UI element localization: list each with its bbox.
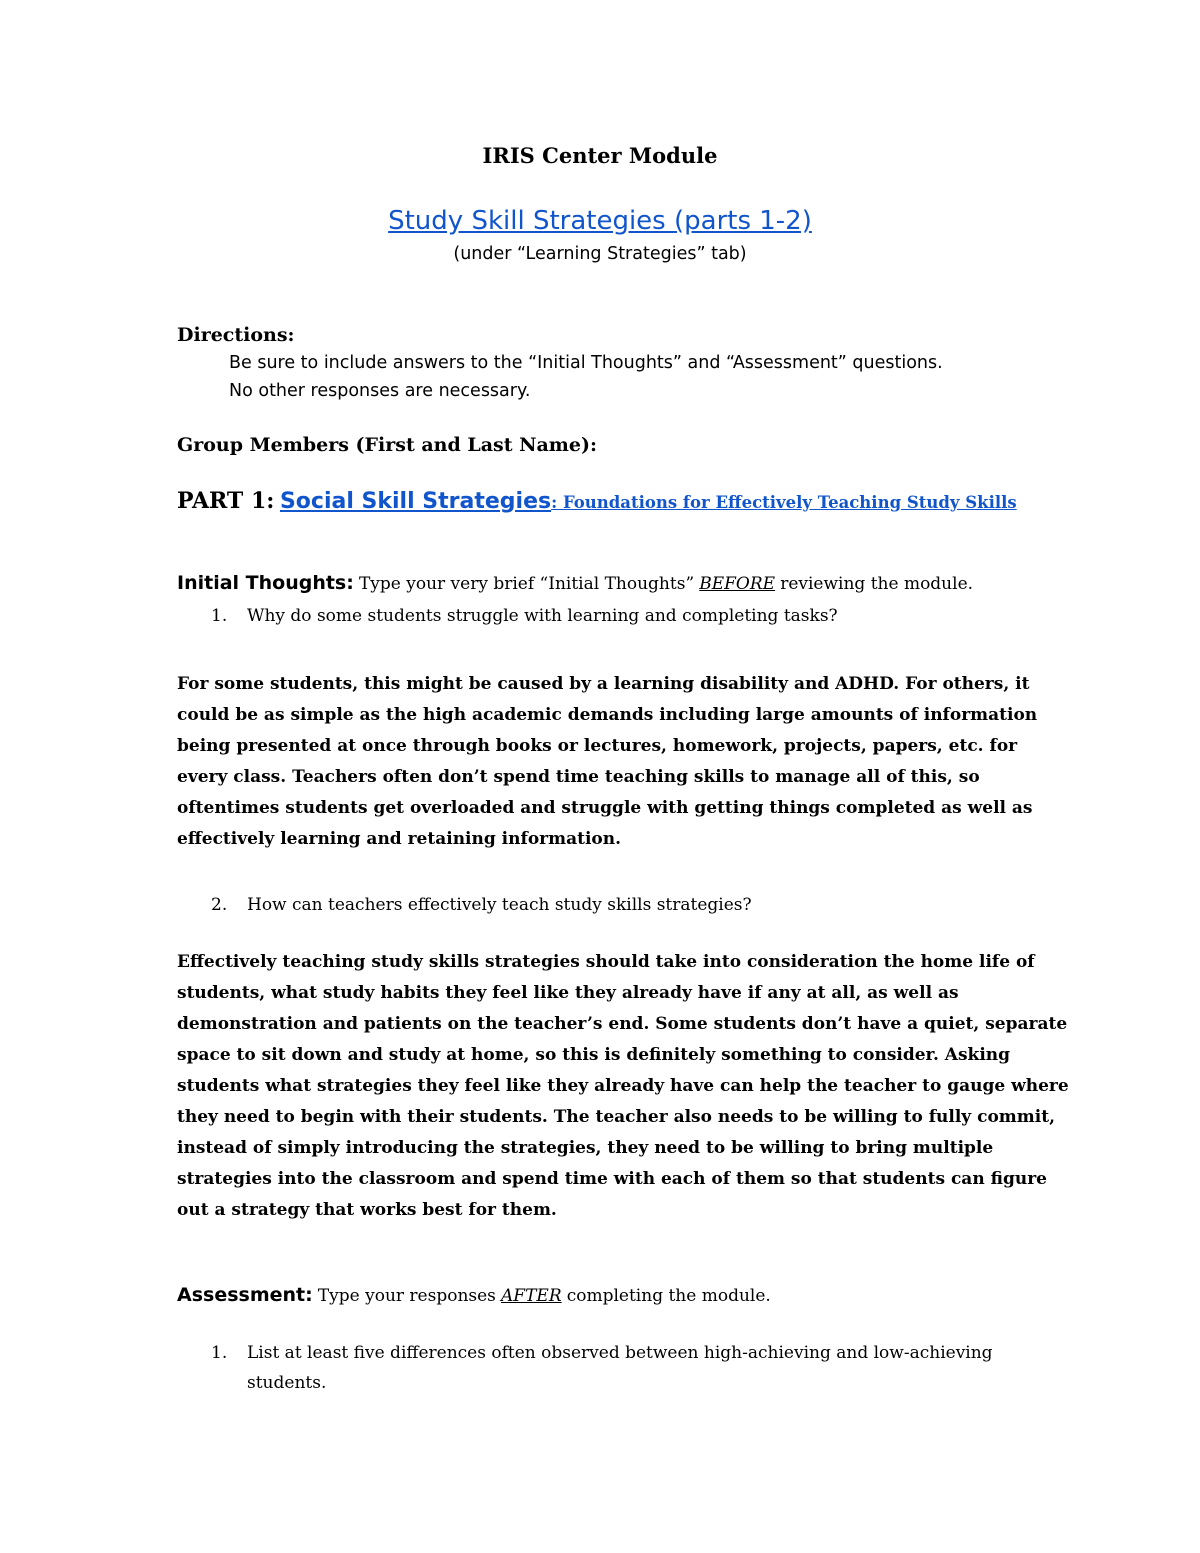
- question-text: How can teachers effectively teach study skills strategies?: [247, 895, 752, 915]
- answer-line: every class. Teachers often don’t spend time teaching skills to manage all of this, so: [177, 767, 980, 787]
- initial-thoughts-instr-emph: BEFORE: [699, 574, 776, 594]
- answer-line: space to sit down and study at home, so this is definitely something to consider. Asking: [177, 1045, 1011, 1065]
- part1-title-link[interactable]: Social Skill Strategies: [279, 489, 552, 514]
- answer-line: instead of simply introducing the strategies, they need to be willing to bring multiple: [177, 1138, 994, 1158]
- assessment-instr-after: completing the module.: [566, 1286, 771, 1306]
- initial-thoughts-label: Initial Thoughts:: [177, 572, 354, 594]
- answer-line: strategies into the classroom and spend time with each of them so that students can figure: [177, 1169, 1047, 1189]
- question-number: 2.: [211, 895, 228, 915]
- module-subtitle: (under “Learning Strategies” tab): [453, 244, 747, 264]
- directions-line-2: No other responses are necessary.: [229, 381, 531, 401]
- initial-thoughts-heading: [177, 572, 973, 594]
- question-text-line-2: students.: [247, 1373, 327, 1393]
- question-text-line-1: List at least five differences often observed between high-achieving and low-achieving: [247, 1343, 993, 1363]
- assessment-instr-emph: AFTER: [501, 1286, 562, 1306]
- answer-line: could be as simple as the high academic demands including large amounts of information: [177, 705, 1038, 725]
- document-title: IRIS Center Module: [482, 143, 718, 168]
- answer-line: demonstration and patients on the teacher’s end. Some students don’t have a quiet, separate: [177, 1014, 1068, 1034]
- answer-line: out a strategy that works best for them.: [177, 1200, 557, 1220]
- part1-subtitle-link[interactable]: : Foundations for Effectively Teaching Study Skills: [551, 493, 1017, 512]
- answer-block-2: [177, 947, 1069, 1226]
- question-number: 1.: [211, 606, 228, 626]
- initial-thoughts-instr-after: reviewing the module.: [780, 574, 974, 594]
- part1-label: PART 1:: [177, 488, 275, 514]
- assessment-instr-before: Type your responses: [317, 1286, 496, 1306]
- answer-line: For some students, this might be caused by a learning disability and ADHD. For others, it: [177, 674, 1030, 694]
- answer-line: students what strategies they feel like they already have can help the teacher to gauge where: [177, 1076, 1069, 1096]
- answer-line: Effectively teaching study skills strategies should take into consideration the home life of: [177, 952, 1035, 972]
- answer-line: oftentimes students get overloaded and struggle with getting things completed as well as: [177, 798, 1033, 818]
- directions-line-1: Be sure to include answers to the “Initial Thoughts” and “Assessment” questions.: [229, 353, 943, 373]
- answer-line: effectively learning and retaining information.: [177, 829, 622, 849]
- module-link[interactable]: Study Skill Strategies (parts 1-2): [388, 206, 812, 236]
- assessment-label: Assessment:: [177, 1284, 313, 1306]
- directions-label: Directions:: [177, 324, 295, 346]
- initial-thoughts-instr-before: Type your very brief “Initial Thoughts”: [358, 574, 695, 594]
- assessment-heading: [177, 1284, 771, 1306]
- question-number: 1.: [211, 1343, 228, 1363]
- part1-heading: [177, 488, 1017, 514]
- question-text: Why do some students struggle with learning and completing tasks?: [247, 606, 838, 626]
- answer-line: they need to begin with their students. The teacher also needs to be willing to fully commit,: [177, 1107, 1055, 1127]
- answer-line: being presented at once through books or lectures, homework, projects, papers, etc. for: [177, 736, 1018, 756]
- answer-block-1: [177, 669, 1057, 855]
- group-members-label: Group Members (First and Last Name):: [177, 434, 597, 456]
- answer-line: students, what study habits they feel like they already have if any at all, as well as: [177, 983, 959, 1003]
